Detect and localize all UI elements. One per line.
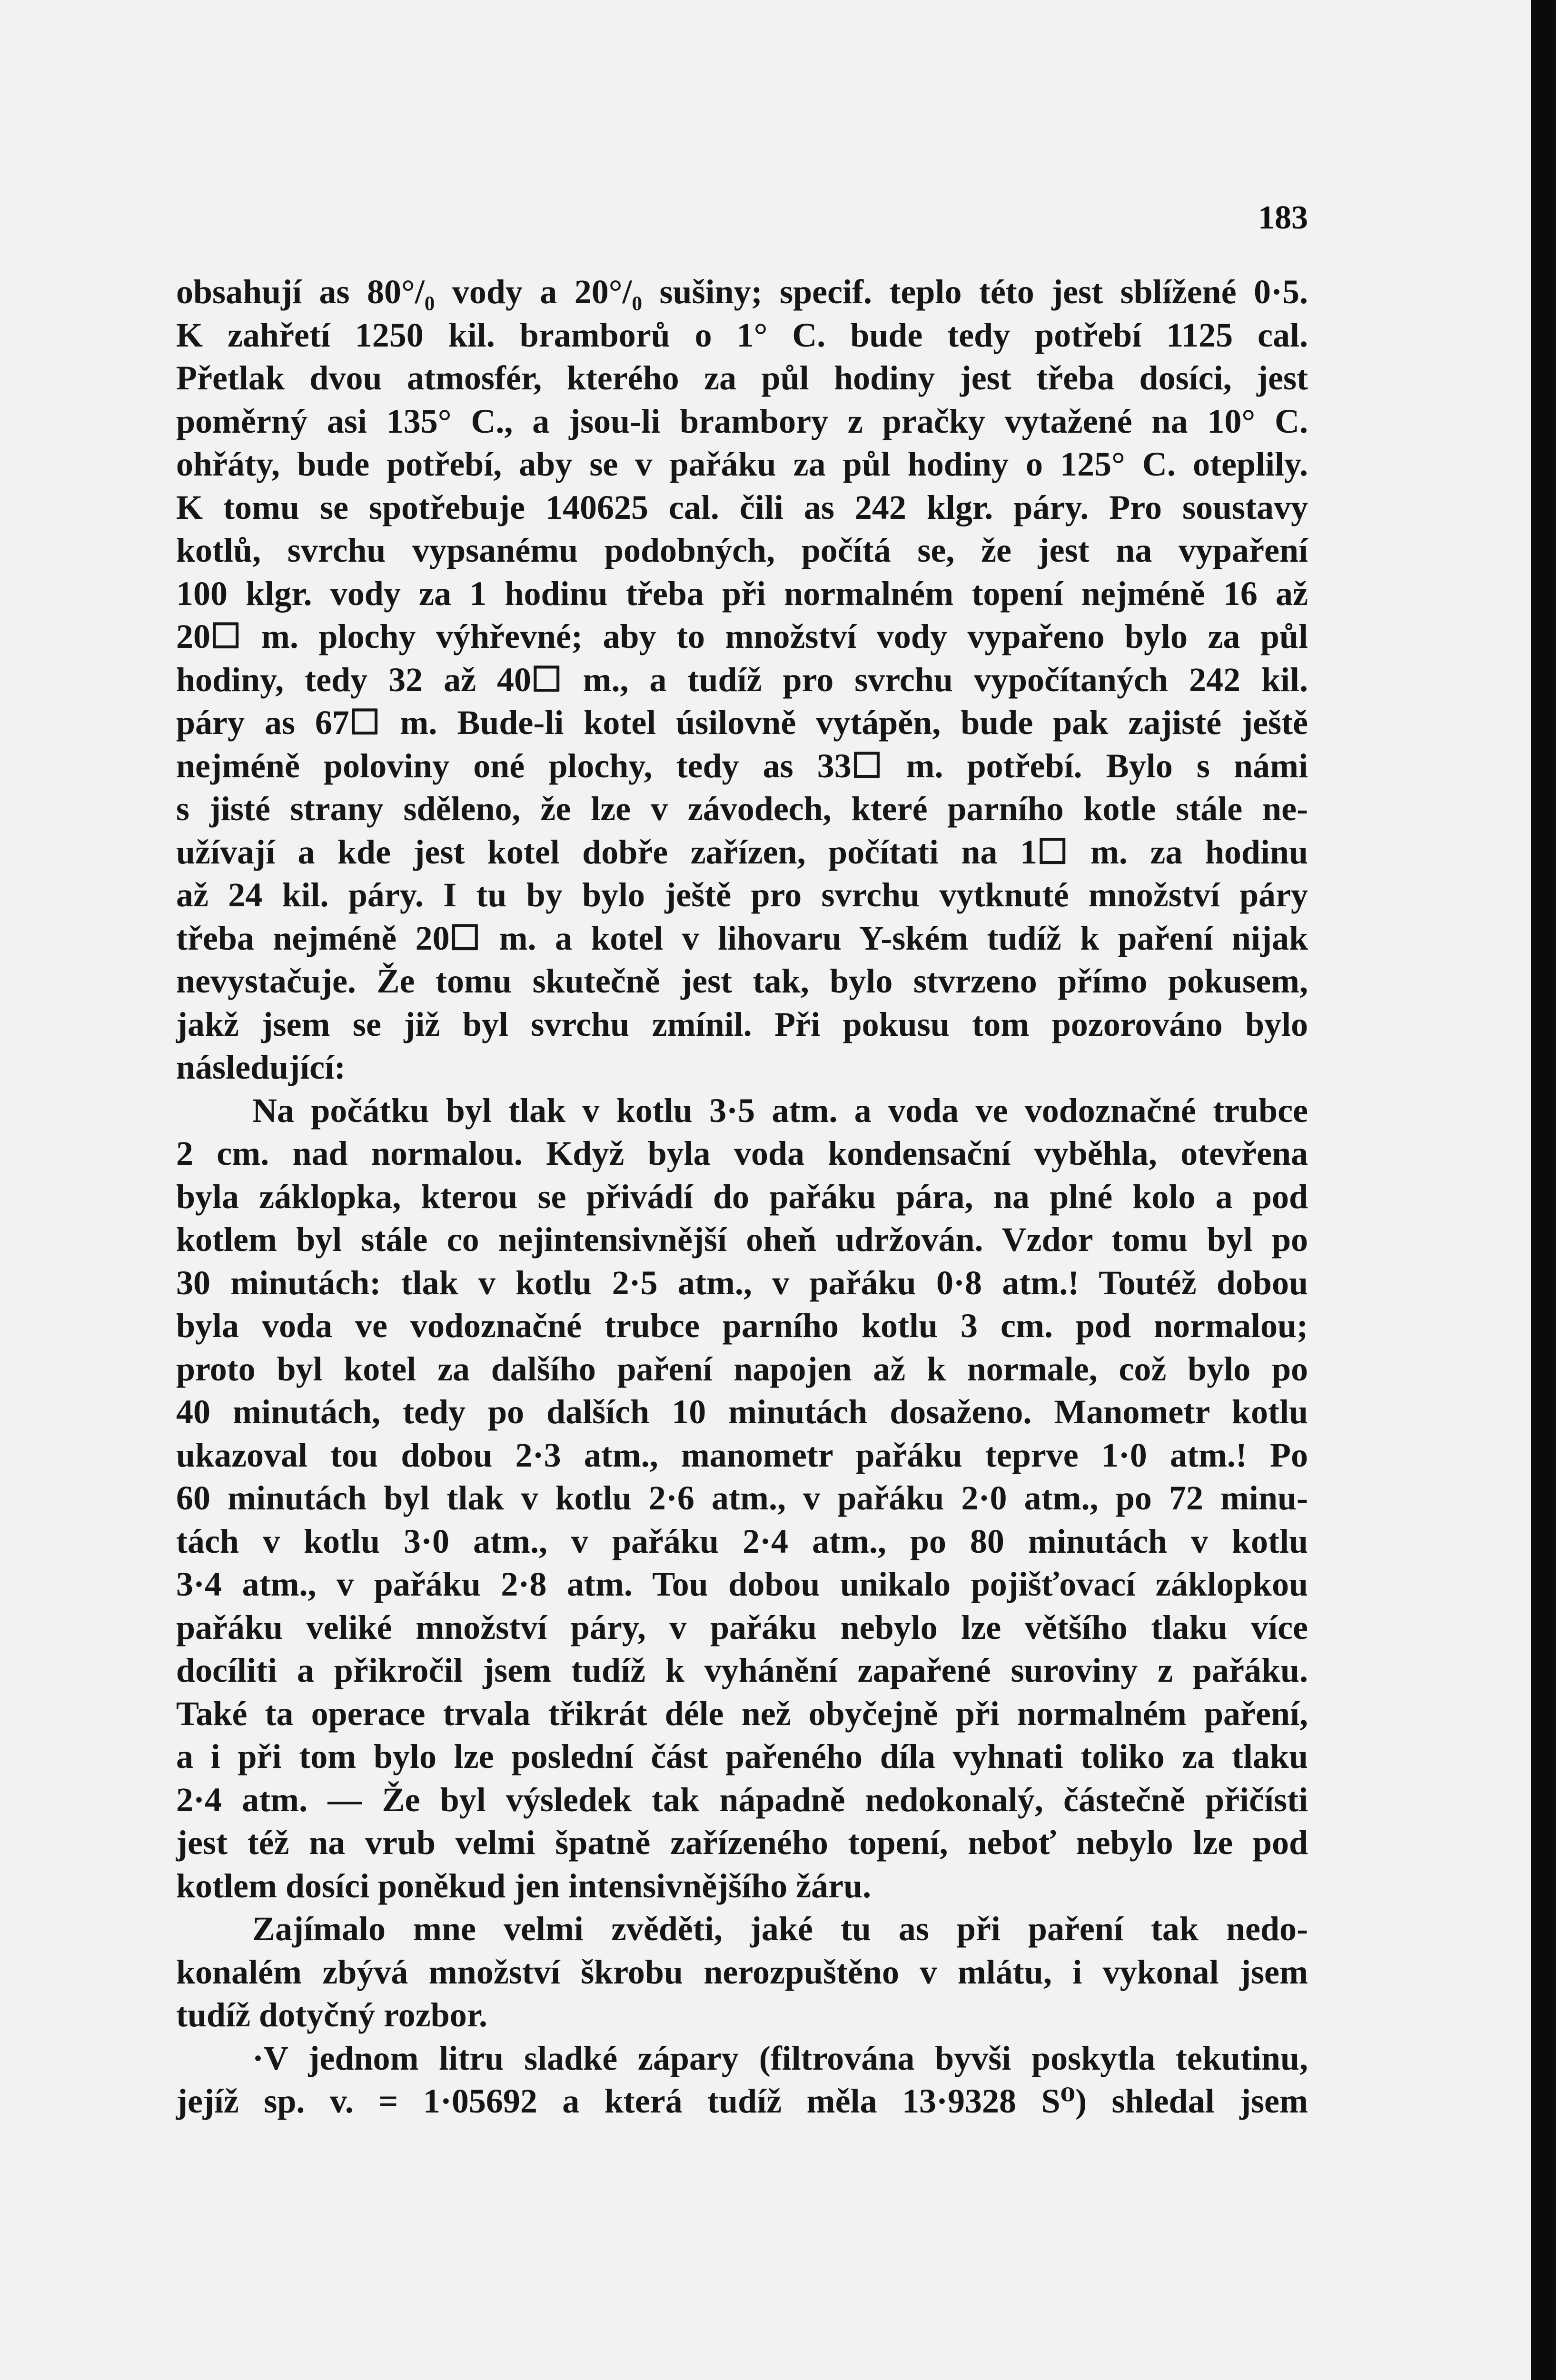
text-line: Na počátku byl tlak v kotlu 3·5 atm. a voda ve vodoznačné trubce <box>252 1091 1308 1130</box>
page-number: 183 <box>1258 199 1308 236</box>
text-line: až 24 kil. páry. I tu by bylo ještě pro svrchu vytknuté množství páry <box>176 876 1308 914</box>
text-line: proto byl kotel za dalšího paření napojen až k normale, což bylo po <box>176 1349 1308 1388</box>
text-line: kotlů, svrchu vypsanému podobných, počítá se, že jest na vypaření <box>176 531 1308 569</box>
text-line: 3·4 atm., v pařáku 2·8 atm. Tou dobou unikalo pojišťovací záklopkou <box>176 1565 1308 1603</box>
text-line: 20☐ m. plochy výhřevné; aby to množství vody vypařeno bylo za půl <box>176 617 1308 655</box>
text-line: nevystačuje. Že tomu skutečně jest tak, bylo stvrzeno přímo pokusem, <box>176 962 1308 1000</box>
text-line: kotlem byl stále co nejintensivnější oheň udržován. Vzdor tomu byl po <box>176 1220 1308 1259</box>
text-line: K tomu se spotřebuje 140625 cal. čili as 242 klgr. páry. Pro soustavy <box>176 488 1308 526</box>
text-line: tách v kotlu 3·0 atm., v pařáku 2·4 atm., po 80 minutách v kotlu <box>176 1522 1308 1560</box>
text-line: ·V jednom litru sladké zápary (filtrována byvši poskytla tekutinu, <box>252 2039 1308 2077</box>
text-line: páry as 67☐ m. Bude-li kotel úsilovně vytápěn, bude pak zajisté ještě <box>176 704 1308 742</box>
body-text <box>176 270 1308 2123</box>
text-line: a i při tom bylo lze poslední část pařeného díla vyhnati toliko za tlaku <box>176 1737 1308 1775</box>
text-line: docíliti a přikročil jsem tudíž k vyhánění zapařené suroviny z pařáku. <box>176 1651 1308 1689</box>
text-line: jest též na vrub velmi špatně zařízeného topení, neboť nebylo lze pod <box>176 1824 1308 1862</box>
text-line: konalém zbývá množství škrobu nerozpuštěno v mlátu, i vykonal jsem <box>176 1953 1308 1991</box>
text-line: 100 klgr. vody za 1 hodinu třeba při normalném topení nejméně 16 až <box>176 574 1308 613</box>
text-line: obsahují as 80°/₀ vody a 20°/₀ sušiny; specif. teplo této jest sblížené 0·5. <box>176 273 1308 311</box>
text-line: 2·4 atm. — Že byl výsledek tak nápadně nedokonalý, částečně přičísti <box>176 1780 1308 1819</box>
text-line: kotlem dosíci poněkud jen intensivnějšího žáru. <box>176 1866 872 1905</box>
text-line: ohřáty, bude potřebí, aby se v pařáku za půl hodiny o 125° C. oteplily. <box>176 445 1308 483</box>
text-line: s jisté strany sděleno, že lze v závodech, které parního kotle stále ne- <box>176 790 1308 828</box>
text-line: třeba nejméně 20☐ m. a kotel v lihovaru Y-ském tudíž k paření nijak <box>176 919 1308 957</box>
text-line: hodiny, tedy 32 až 40☐ m., a tudíž pro svrchu vypočítaných 242 kil. <box>176 660 1308 699</box>
text-line: 2 cm. nad normalou. Když byla voda kondensační vyběhla, otevřena <box>176 1134 1308 1172</box>
text-line: užívají a kde jest kotel dobře zařízen, počítati na 1☐ m. za hodinu <box>176 833 1308 871</box>
text-line: jejíž sp. v. = 1·05692 a která tudíž měla 13·9328 S⁰) shledal jsem <box>176 2082 1308 2120</box>
text-line: byla voda ve vodoznačné trubce parního kotlu 3 cm. pod normalou; <box>176 1307 1308 1345</box>
text-line: Zajímalo mne velmi zvěděti, jaké tu as při paření tak nedo- <box>252 1910 1308 1948</box>
text-line: tudíž dotyčný rozbor. <box>176 1996 488 2034</box>
text-line: jakž jsem se již byl svrchu zmínil. Při pokusu tom pozorováno bylo <box>176 1005 1308 1043</box>
text-line: K zahřetí 1250 kil. bramborů o 1° C. bude tedy potřebí 1125 cal. <box>176 316 1308 354</box>
text-line: následující: <box>176 1048 346 1086</box>
text-line: Také ta operace trvala třikrát déle než obyčejně při normalném paření, <box>176 1694 1308 1733</box>
text-line: byla záklopka, kterou se přivádí do pařáku pára, na plné kolo a pod <box>176 1177 1308 1216</box>
text-line: ukazoval tou dobou 2·3 atm., manometr pařáku teprve 1·0 atm.! Po <box>176 1436 1308 1474</box>
text-line: poměrný asi 135° C., a jsou-li brambory z pračky vytažené na 10° C. <box>176 402 1308 440</box>
text-line: pařáku veliké množství páry, v pařáku nebylo lze většího tlaku více <box>176 1608 1308 1646</box>
text-line: Přetlak dvou atmosfér, kterého za půl hodiny jest třeba dosíci, jest <box>176 359 1308 397</box>
text-line: nejméně poloviny oné plochy, tedy as 33☐ m. potřebí. Bylo s námi <box>176 746 1308 785</box>
text-line: 60 minutách byl tlak v kotlu 2·6 atm., v pařáku 2·0 atm., po 72 minu- <box>176 1479 1308 1517</box>
text-line: 30 minutách: tlak v kotlu 2·5 atm., v pařáku 0·8 atm.! Toutéž dobou <box>176 1263 1308 1302</box>
text-line: 40 minutách, tedy po dalších 10 minutách dosaženo. Manometr kotlu <box>176 1393 1308 1431</box>
